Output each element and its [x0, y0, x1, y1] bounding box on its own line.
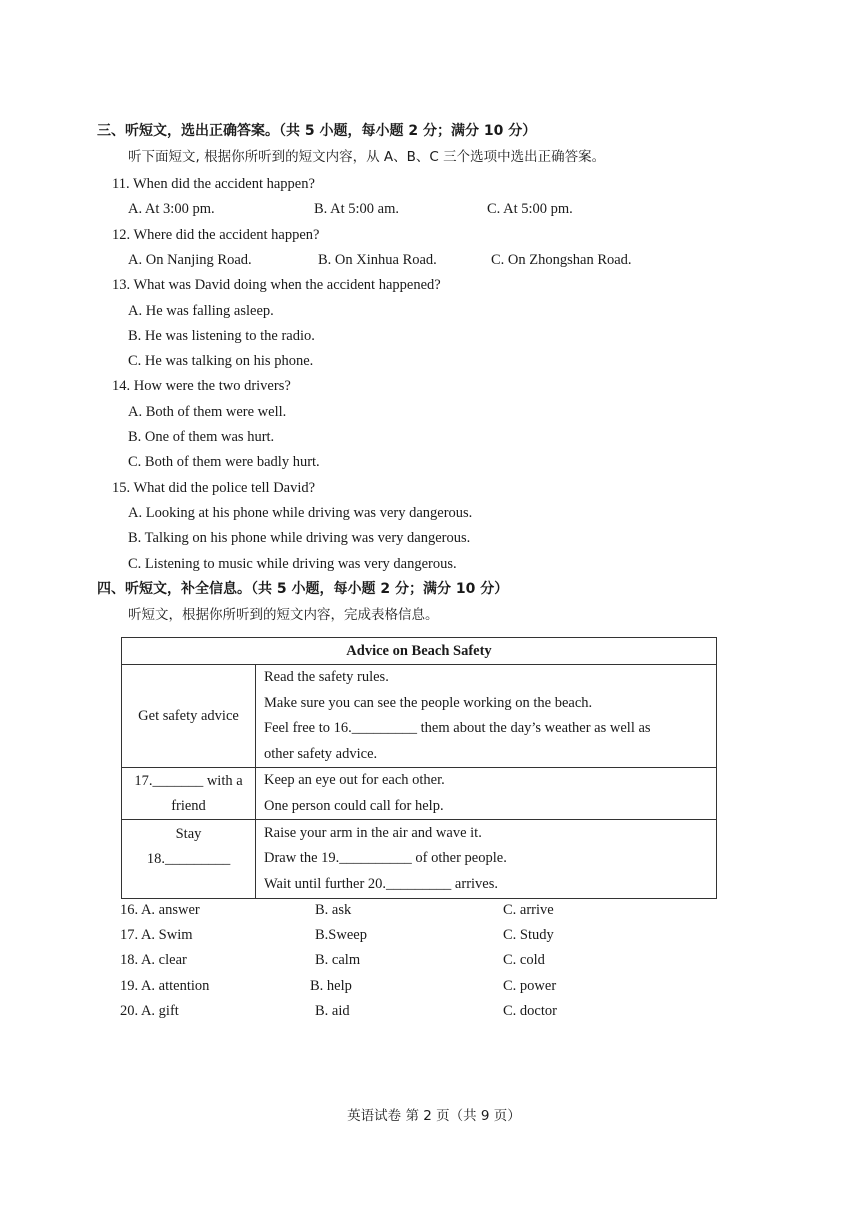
row1-label: Get safety advice	[122, 665, 256, 768]
row3-line3: Wait until further 20._________ arrives.	[264, 875, 499, 892]
q11-option-a: A. At 3:00 pm.	[128, 201, 215, 217]
q20-option-a: 20. A. gift	[120, 1003, 179, 1019]
question-13: 13. What was David doing when the accident happened?	[112, 277, 441, 293]
q18-option-b: B. calm	[315, 952, 361, 968]
q20-option-c: C. doctor	[503, 1003, 557, 1019]
section4-instruction: 听短文，根据你所听到的短文内容，完成表格信息。	[128, 607, 439, 623]
question-11: 11. When did the accident happen?	[112, 176, 315, 192]
section3-instruction: 听下面短文, 根据你所听到的短文内容，从 A、B、C 三个选项中选出正确答案。	[128, 149, 606, 165]
row3-line1: Raise your arm in the air and wave it.	[264, 824, 482, 841]
q13-option-c: C. He was talking on his phone.	[128, 353, 314, 369]
row1-content	[256, 665, 717, 768]
q11-option-b: B. At 5:00 am.	[314, 201, 399, 217]
row2-label-line2: friend	[171, 797, 206, 814]
q12-option-c: C. On Zhongshan Road.	[491, 252, 632, 268]
section4-heading: 四、听短文，补全信息。（共 5 小题，每小题 2 分；满分 10 分）	[97, 581, 509, 597]
q19-option-c: C. power	[503, 978, 557, 994]
row3-line2: Draw the 19.__________ of other people.	[264, 850, 507, 867]
row3-label-line2: 18._________	[146, 851, 231, 867]
q18-option-c: C. cold	[503, 952, 545, 968]
q14-option-b: B. One of them was hurt.	[128, 429, 275, 445]
q15-option-b: B. Talking on his phone while driving was very dangerous.	[128, 530, 471, 546]
q13-option-a: A. He was falling asleep.	[128, 303, 274, 319]
q16-option-b: B. ask	[315, 902, 352, 918]
row1-line2: Make sure you can see the people working on the beach.	[264, 694, 593, 711]
row3-content	[256, 820, 717, 899]
row1-line4: other safety advice.	[264, 745, 378, 762]
row1-line1: Read the safety rules.	[264, 669, 389, 685]
q15-option-c: C. Listening to music while driving was very dangerous.	[128, 556, 457, 572]
q12-option-a: A. On Nanjing Road.	[128, 252, 252, 268]
row2-content	[256, 768, 717, 820]
q12-option-b: B. On Xinhua Road.	[318, 252, 437, 268]
section3-heading: 三、听短文，选出正确答案。（共 5 小题，每小题 2 分；满分 10 分）	[97, 123, 537, 139]
row3-label-line1: Stay	[175, 826, 202, 842]
q13-option-b: B. He was listening to the radio.	[128, 328, 315, 344]
q17-option-b: B.Sweep	[315, 927, 367, 943]
question-12: 12. Where did the accident happen?	[112, 227, 320, 243]
table-title: Advice on Beach Safety	[122, 638, 717, 665]
row3-label	[122, 820, 256, 899]
q20-option-b: B. aid	[315, 1003, 350, 1019]
q19-option-a: 19. A. attention	[120, 978, 210, 994]
page-footer: 英语试卷 第 2 页（共 9 页）	[347, 1108, 521, 1124]
row2-label-line1: 17._______ with a	[134, 772, 243, 789]
q11-option-c: C. At 5:00 pm.	[487, 201, 573, 217]
beach-safety-table	[121, 637, 717, 899]
q16-option-c: C. arrive	[503, 902, 554, 918]
q14-option-c: C. Both of them were badly hurt.	[128, 454, 320, 470]
question-14: 14. How were the two drivers?	[112, 378, 291, 394]
q16-option-a: 16. A. answer	[120, 902, 200, 918]
row2-line1: Keep an eye out for each other.	[264, 772, 445, 788]
row2-line2: One person could call for help.	[264, 797, 444, 814]
q15-option-a: A. Looking at his phone while driving was very dangerous.	[128, 505, 473, 521]
row1-line3: Feel free to 16._________ them about the day’s weather as well as	[264, 720, 651, 736]
q18-option-a: 18. A. clear	[120, 952, 187, 968]
q17-option-c: C. Study	[503, 927, 554, 943]
q19-option-b: B. help	[310, 978, 352, 994]
q14-option-a: A. Both of them were well.	[128, 404, 287, 420]
q17-option-a: 17. A. Swim	[120, 927, 193, 943]
question-15: 15. What did the police tell David?	[112, 480, 316, 496]
row2-label	[122, 768, 256, 820]
